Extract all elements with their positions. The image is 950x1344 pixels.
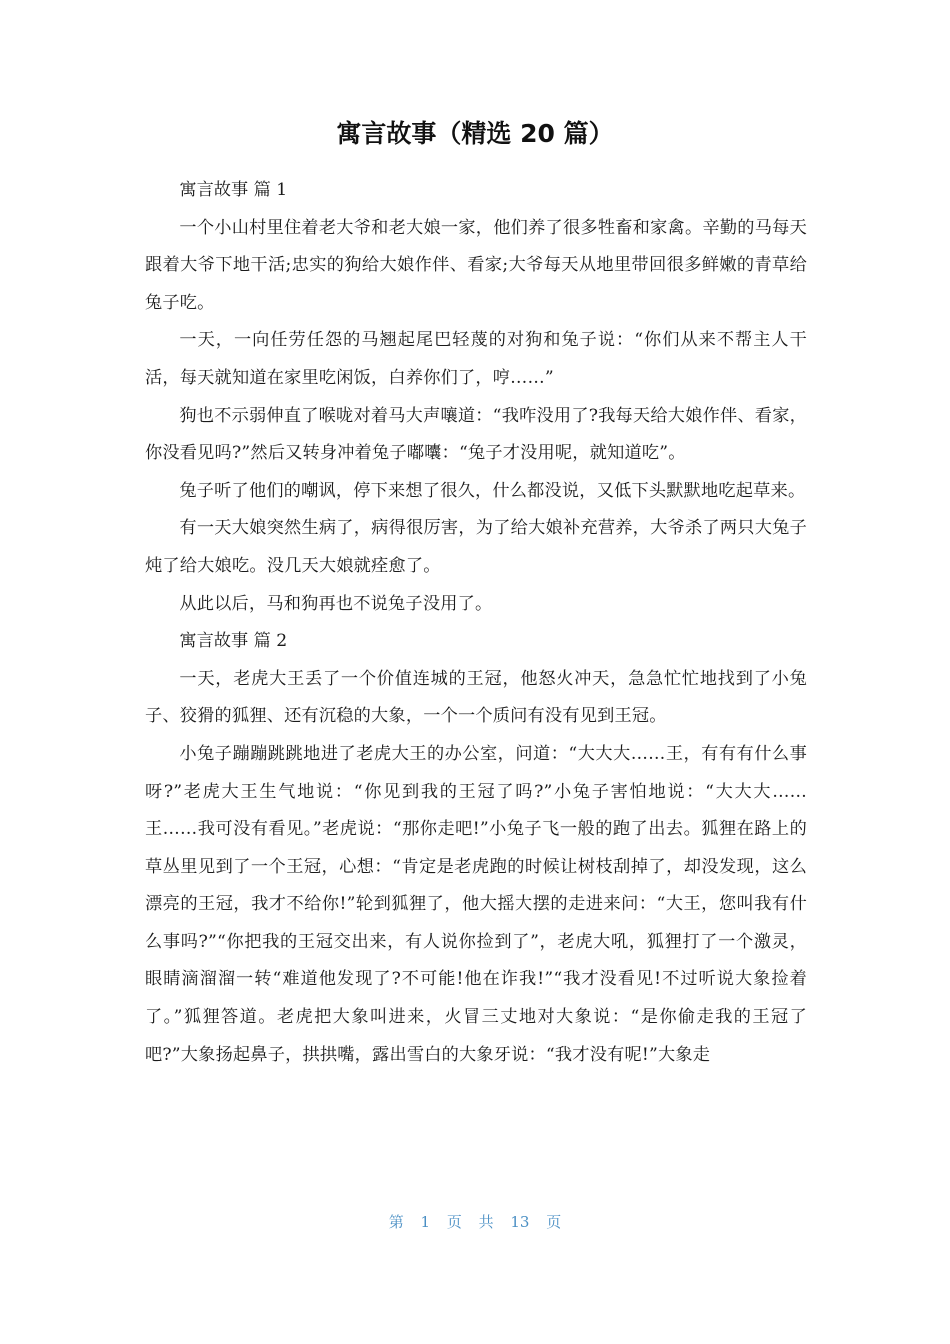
document-title: 寓言故事（精选 20 篇） [336,119,614,148]
paragraph: 一天，老虎大王丢了一个价值连城的王冠，他怒火冲天，急急忙忙地找到了小兔子、狡猾的狐狸、还有沉稳的大象，一个一个质问有没有见到王冠。 [145,668,807,727]
paragraph: 小兔子蹦蹦跳跳地进了老虎大王的办公室，问道：“大大大……王，有有有什么事呀?”老虎大王生气地说：“你见到我的王冠了吗?”小兔子害怕地说：“大大大……王……我可没有看见。”老虎说：“那你走吧!”小兔子飞一般的跑了出去。狐狸在路上的草丛里见到了一个王冠，心想：“肯定是老虎跑的时候让树枝刮掉了，却没发现，这么漂亮的王冠，我才不给你!”轮到狐狸了，他大摇大摆的走进来问：“大王，您叫我有什么事吗?”“你把我的王冠交出来，有人说你捡到了”，老虎大吼，狐狸打了一个激灵，眼睛滴溜溜一转“难道他发现了?不可能!他在诈我!”“我才没看见!不过听说大象捡着了。”狐狸答道。老虎把大象叫进来，火冒三丈地对大象说：“是你偷走我的王冠了吧?”大象扬起鼻子，拱拱嘴，露出雪白的大象牙说：“我才没有呢!”大象走 [145,743,807,1065]
paragraph: 狗也不示弱伸直了喉咙对着马大声嚷道：“我咋没用了?我每天给大娘作伴、看家，你没看见吗?”然后又转身冲着兔子嘟囔：“兔子才没用呢，就知道吃”。 [145,405,807,464]
paragraph: 一天，一向任劳任怨的马翘起尾巴轻蔑的对狗和兔子说：“你们从来不帮主人干活，每天就知道在家里吃闲饭，白养你们了，哼……” [145,330,807,388]
page-footer: 第 1 页 共 13 页 [388,1213,562,1231]
paragraph: 从此以后，马和狗再也不说兔子没用了。 [179,593,493,614]
section-heading-1: 寓言故事 篇 1 [179,180,288,200]
section-heading-2: 寓言故事 篇 2 [179,631,288,652]
document-body [145,172,807,1074]
paragraph: 有一天大娘突然生病了，病得很厉害，为了给大娘补充营养，大爷杀了两只大兔子炖了给大娘吃。没几天大娘就痊愈了。 [145,518,807,576]
paragraph: 一个小山村里住着老大爷和老大娘一家，他们养了很多牲畜和家禽。辛勤的马每天跟着大爷下地干活;忠实的狗给大娘作伴、看家;大爷每天从地里带回很多鲜嫩的青草给兔子吃。 [145,217,807,313]
paragraph: 兔子听了他们的嘲讽，停下来想了很久，什么都没说，又低下头默默地吃起草来。 [179,480,806,501]
